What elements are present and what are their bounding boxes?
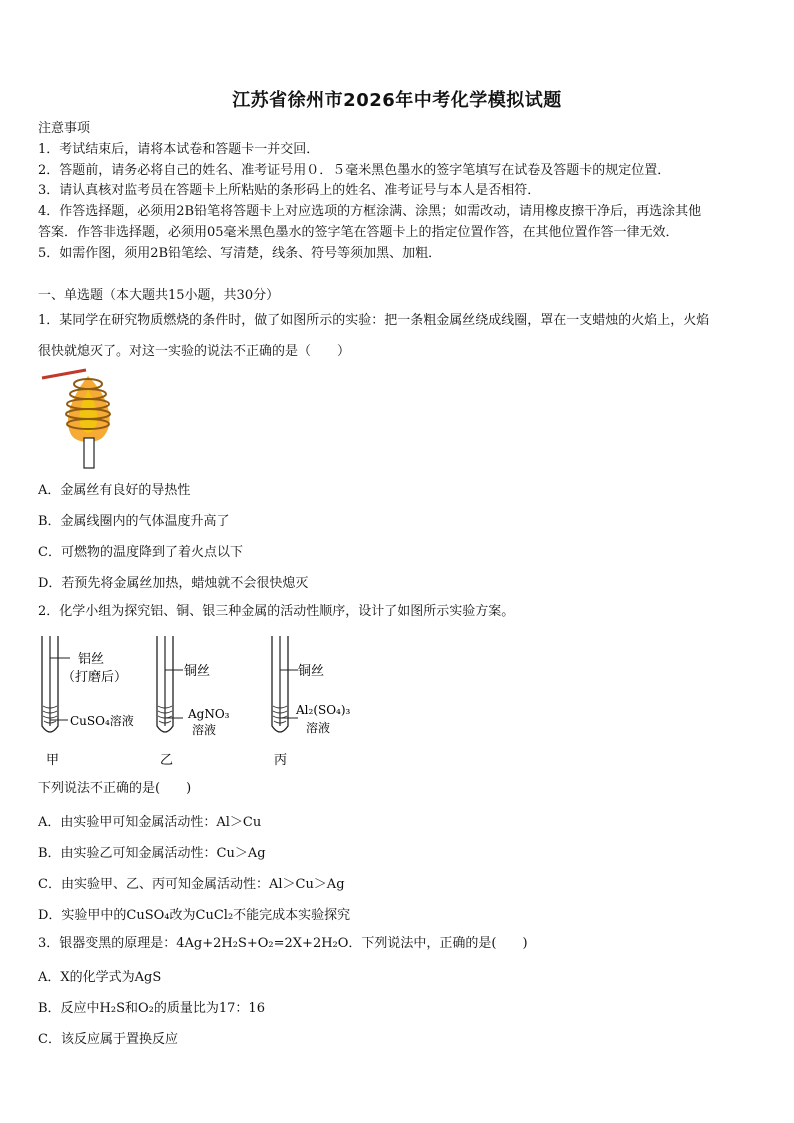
notice-item-2: 2．答题前，请务必将自己的姓名、准考证号用０．５毫米黑色墨水的签字笔填写在试卷及答题卡的规定位置． [38, 163, 671, 178]
q1-stem-line2: 很快就熄灭了。对这一实验的说法不正确的是（ ） [38, 344, 351, 359]
q2-option-c: C．由实验甲、乙、丙可知金属活动性：Al＞Cu＞Ag [38, 877, 345, 892]
q3-option-b: B．反应中H₂S和O₂的质量比为17：16 [38, 1001, 265, 1016]
tube-bing-solution: Al₂(SO₄)₃ [296, 703, 351, 717]
tube-jia-metal-note: （打磨后） [62, 670, 128, 685]
tube-bing-metal: 铜丝 [298, 664, 325, 679]
tube-bing-name: 丙 [274, 753, 288, 768]
coil-handle [42, 370, 86, 378]
q1-candle-coil-figure [38, 366, 138, 470]
q2-question: 下列说法不正确的是( ) [38, 781, 192, 796]
candle [84, 438, 94, 468]
tube-yi-name: 乙 [160, 753, 174, 768]
exam-title: 江苏省徐州市2026年中考化学模拟试题 [232, 90, 562, 111]
tube-yi-metal: 铜丝 [184, 664, 211, 679]
tube-bing [272, 636, 298, 732]
tube-yi [157, 636, 183, 732]
tube-yi-solution: AgNO₃ [188, 707, 230, 721]
q3-option-c: C．该反应属于置换反应 [38, 1032, 178, 1047]
q2-option-d: D．实验甲中的CuSO₄改为CuCl₂不能完成本实验探究 [38, 908, 351, 923]
notice-item-1: 1．考试结束后，请将本试卷和答题卡一并交回． [38, 142, 320, 157]
tube-jia-name: 甲 [46, 753, 60, 768]
tube-bing-solution-2: 溶液 [306, 721, 331, 735]
q3-stem: 3．银器变黑的原理是：4Ag+2H₂S+O₂=2X+2H₂O．下列说法中，正确的是( ) [38, 936, 528, 951]
tube-jia-solution: CuSO₄溶液 [70, 714, 134, 728]
notice-item-3: 3．请认真核对监考员在答题卡上所粘贴的条形码上的姓名、准考证号与本人是否相符． [38, 183, 541, 198]
notice-item-4-cont: 答案．作答非选择题，必须用05毫米黑色墨水的签字笔在答题卡上的指定位置作答，在其他位置作答一律无效． [38, 225, 679, 240]
q1-option-c: C．可燃物的温度降到了着火点以下 [38, 545, 243, 560]
q1-option-a: A．金属丝有良好的导热性 [38, 483, 191, 498]
notice-item-5: 5．如需作图，须用2B铅笔绘、写清楚，线条、符号等须加黑、加粗． [38, 246, 442, 261]
notice-heading: 注意事项 [38, 121, 91, 136]
q2-stem: 2．化学小组为探究铝、铜、银三种金属的活动性顺序，设计了如图所示实验方案。 [38, 604, 515, 619]
q2-option-a: A．由实验甲可知金属活动性：Al＞Cu [38, 815, 262, 830]
tube-jia-metal: 铝丝 [78, 652, 105, 667]
q3-option-a: A．X的化学式为AgS [38, 970, 162, 985]
tube-yi-solution-2: 溶液 [192, 723, 217, 737]
q1-option-b: B．金属线圈内的气体温度升高了 [38, 514, 230, 529]
q1-stem-line1: 1．某同学在研究物质燃烧的条件时，做了如图所示的实验：把一条粗金属丝绕成线圈，罩在一支蜡烛的火焰上，火焰 [38, 313, 710, 328]
q2-test-tubes-figure [34, 634, 374, 774]
q2-option-b: B．由实验乙可知金属活动性：Cu＞Ag [38, 846, 266, 861]
q1-option-d: D．若预先将金属丝加热，蜡烛就不会很快熄灭 [38, 576, 309, 591]
section-heading: 一、单选题（本大题共15小题，共30分） [38, 288, 280, 303]
notice-item-4: 4．作答选择题，必须用2B铅笔将答题卡上对应选项的方框涂满、涂黑；如需改动，请用橡皮擦干净后，再选涂其他 [38, 204, 702, 219]
